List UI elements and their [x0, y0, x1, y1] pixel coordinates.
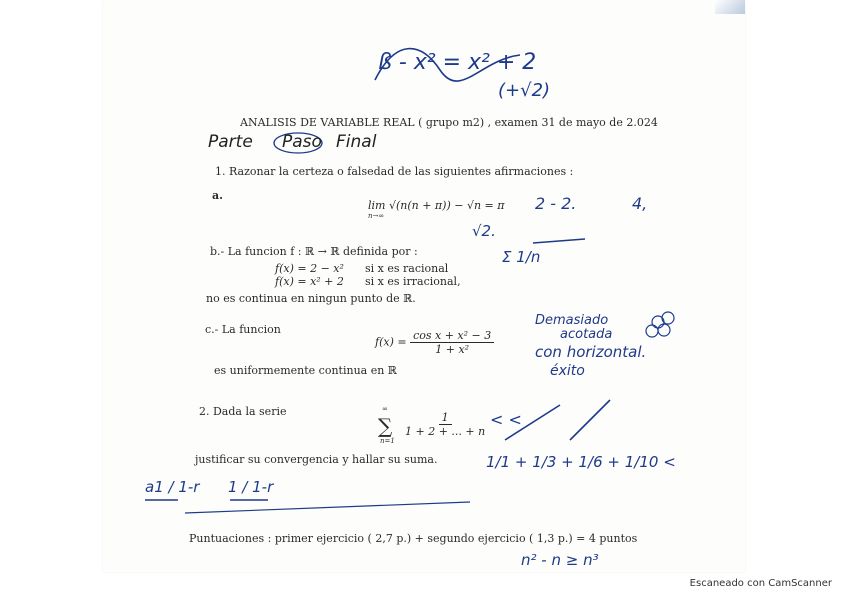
note-a-result: 2 - 2.	[535, 194, 577, 213]
note-sqrt2: √2.	[472, 222, 496, 240]
question-1-text: 1. Razonar la certeza o falsedad de las siguientes afirmaciones :	[215, 165, 574, 178]
serie-fraction	[402, 411, 488, 438]
camscanner-watermark: Escaneado con CamScanner	[689, 578, 832, 589]
item-a-label: a.	[212, 189, 223, 202]
handwritten-paso: Paso	[282, 132, 322, 152]
scoring-line: Puntuaciones : primer ejercicio ( 2,7 p.) + segundo ejercicio ( 1,3 p.) = 4 puntos	[189, 532, 638, 545]
note-c-line3: con horizontal.	[535, 343, 647, 361]
question-2-text: 2. Dada la serie	[199, 405, 287, 418]
item-c-text: c.- La funcion	[205, 323, 281, 336]
note-serie-bounds: < <	[490, 410, 522, 429]
limit-subscript: n→∞	[368, 212, 385, 220]
note-c-line4: éxito	[550, 363, 585, 379]
c-numerator: cos x + x² − 3	[410, 329, 494, 343]
note-bottom-inequality: n² - n ≥ n³	[521, 551, 599, 569]
note-geometric-1: 1 / 1-r	[228, 478, 274, 496]
handwritten-parte: Parte	[208, 132, 253, 152]
limit-formula: lim √(n(n + π)) − √n = π	[368, 199, 505, 212]
handwritten-root: (+√2)	[498, 80, 551, 101]
sum-upper-limit: ∞	[382, 405, 388, 413]
note-c-line1: Demasiado	[535, 313, 609, 328]
sum-lower-limit: n=1	[380, 437, 395, 445]
handwritten-final: Final	[336, 132, 377, 152]
serie-numerator: 1	[439, 411, 452, 425]
b-case1-formula: f(x) = 2 − x²	[275, 262, 344, 275]
b-case1-condition: si x es racional	[365, 262, 449, 275]
handwritten-equation: ß - x² = x² + 2	[378, 50, 537, 75]
question-2-task: justificar su convergencia y hallar su suma.	[195, 453, 438, 466]
note-serie-terms: 1/1 + 1/3 + 1/6 + 1/10 <	[486, 453, 676, 471]
b-conclusion: no es continua en ningun punto de ℝ.	[206, 292, 416, 305]
item-b-text: b.- La funcion f : ℝ → ℝ definida por :	[210, 245, 418, 258]
c-fraction	[410, 329, 494, 356]
note-a-four: 4,	[632, 194, 648, 213]
c-denominator: 1 + x²	[435, 343, 470, 356]
b-case2-condition: si x es irracional,	[365, 275, 461, 288]
note-harmonic-sum: Σ 1/n	[502, 248, 541, 266]
note-c-line2: acotada	[560, 327, 613, 342]
sum-symbol: ∑	[378, 414, 393, 438]
serie-denominator: 1 + 2 + ... + n	[405, 425, 486, 438]
note-geometric-a1: a1 / 1-r	[145, 478, 200, 496]
c-formula	[375, 329, 494, 356]
exam-title: ANALISIS DE VARIABLE REAL ( grupo m2) , examen 31 de mayo de 2.024	[240, 116, 658, 129]
c-formula-lhs: f(x) =	[375, 335, 407, 349]
b-case2-formula: f(x) = x² + 2	[275, 275, 344, 288]
c-conclusion: es uniformemente continua en ℝ	[214, 364, 397, 377]
